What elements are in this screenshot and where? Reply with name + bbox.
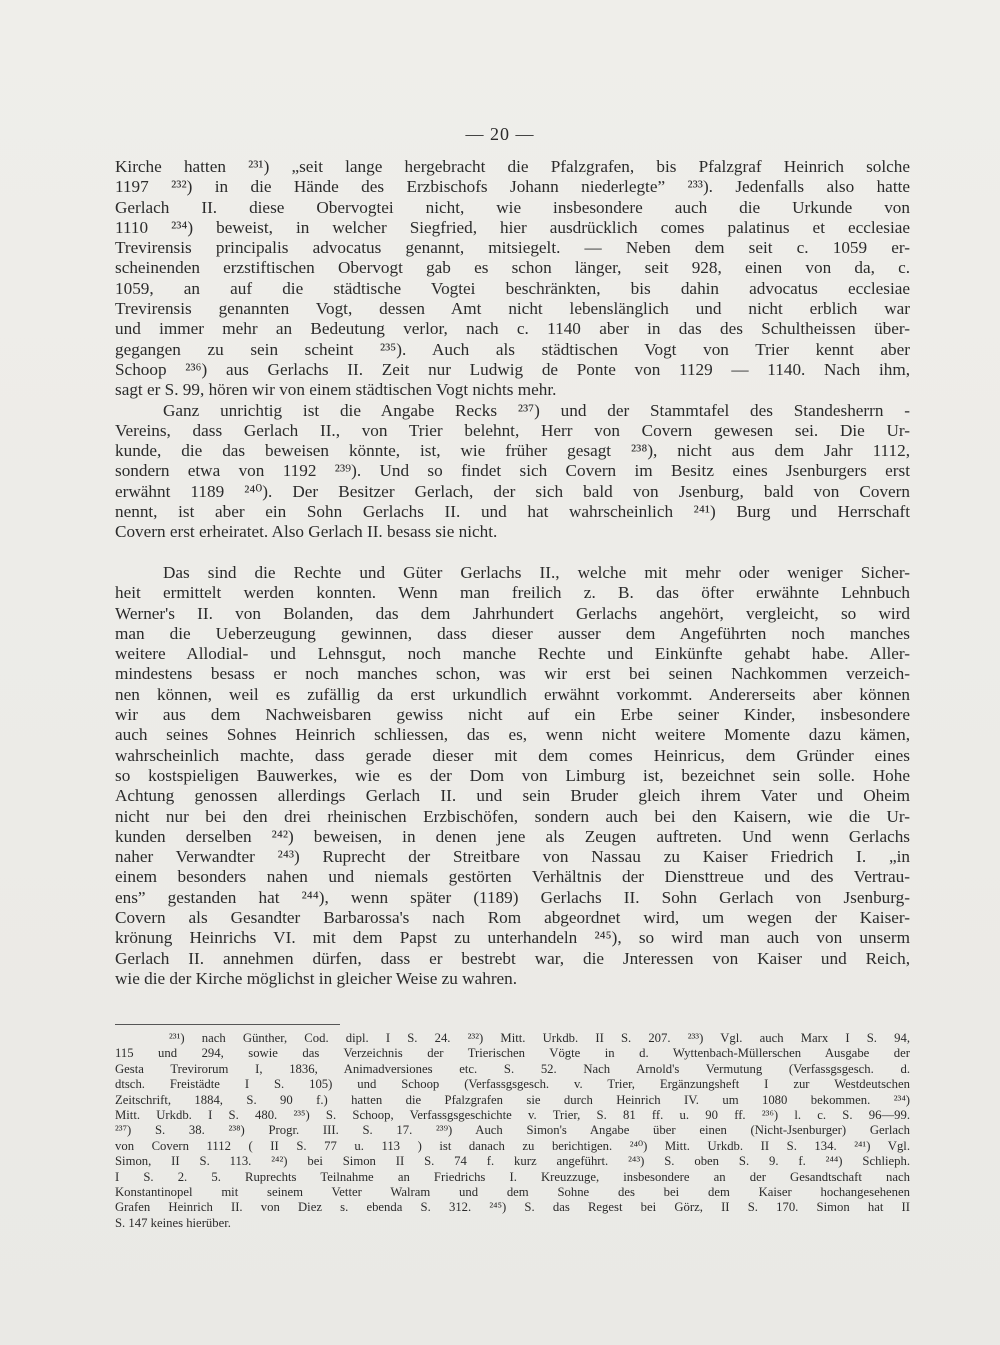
text-line: nen können, weil es zufällig da erst urkundlich erwähnt vorkommt. Andererseits aber können xyxy=(115,684,910,704)
text-line: 1110 ²³⁴) beweist, in welcher Siegfried, hier ausdrücklich comes palatinus et ecclesiae xyxy=(115,217,910,237)
footnote-line: ²³¹) nach Günther, Cod. dipl. I S. 24. ²³²) Mitt. Urkdb. II S. 207. ²³³) Vgl. auch Marx I S. 94, xyxy=(169,1031,910,1045)
text-line: Schoop ²³⁶) aus Gerlachs II. Zeit nur Ludwig de Ponte von 1129 — 1140. Nach ihm, xyxy=(115,359,910,379)
text-line: weitere Allodial- und Lehnsgut, noch manche Rechte und Einkünfte gehabt habe. Aller- xyxy=(115,644,910,664)
text-line: kunden derselben ²⁴²) beweisen, in denen jene als Zeugen auftreten. Und wenn Gerlachs xyxy=(115,826,910,846)
text-line: Das sind die Rechte und Güter Gerlachs II., welche mit mehr oder weniger Sicher- xyxy=(163,562,910,582)
text-line: 1059, an auf die städtische Vogtei beschränkten, bis dahin advocatus ecclesiae xyxy=(115,278,910,298)
text-line: so kostspieligen Bauwerkes, wie es der Dom von Limburg ist, bezeichnet sein solle. Hohe xyxy=(115,765,910,785)
text-line: krönung Heinrichs VI. mit dem Papst zu unterhandeln ²⁴⁵), so wird man auch von unserm xyxy=(115,928,910,948)
text-line: nennt, ist aber ein Sohn Gerlachs II. und hat wahrscheinlich ²⁴¹) Burg und Herrschaft xyxy=(115,502,910,522)
footnote-line: 115 und 294, sowie das Verzeichnis der Trierischen Vögte in d. Wyttenbach-Müllerschen Ausgabe der xyxy=(115,1046,910,1061)
main-text-body xyxy=(115,157,910,989)
text-line: Kirche hatten ²³¹) „seit lange hergebracht die Pfalzgrafen, bis Pfalzgraf Heinrich solche xyxy=(115,157,910,176)
text-line: auch seines Sohnes Heinrich schliessen, das es, wenn nicht weitere Momente dazu kämen, xyxy=(115,725,910,745)
text-line: naher Verwandter ²⁴³) Ruprecht der Streitbare von Nassau zu Kaiser Friedrich I. „in xyxy=(115,847,910,867)
text-line: man die Ueberzeugung gewinnen, dass dieser ausser dem Angeführten noch manches xyxy=(115,623,910,643)
text-line: mindestens besass er noch manches schon, was wir erst bei seinen Nachkommen verzeich- xyxy=(115,664,910,684)
footnote-line: S. 147 keines hierüber. xyxy=(115,1215,231,1230)
text-line: kunde, die das beweisen könnte, ist, wie früher gesagt ²³⁸), nicht aus dem Jahr 1112, xyxy=(115,441,910,461)
text-line: sondern etwa von 1192 ²³⁹). Und so findet sich Covern im Besitz eines Jsenburgers erst xyxy=(115,461,910,481)
text-line: und immer mehr an Bedeutung verlor, nach c. 1140 aber in das des Schultheissen über- xyxy=(115,319,910,339)
footnote-line: Zeitschrift, 1884, S. 90 f.) hatten die Pfalzgrafen sie durch Heinrich IV. um 1080 bekommen. ²³⁴) xyxy=(115,1092,910,1107)
text-line: ens” gestanden hat ²⁴⁴), wenn später (1189) Gerlachs II. Sohn Gerlach von Jsenburg- xyxy=(115,887,910,907)
footnote-line: Simon, II S. 113. ²⁴²) bei Simon II S. 74 f. kurz angeführt. ²⁴³) S. oben S. 9. f. ²⁴⁴) Schlieph. xyxy=(115,1154,910,1169)
footnote-line: Gesta Trevirorum I, 1836, Animadversiones etc. S. 52. Nach Arnold's Vermutung (Verfassgsgesch. d. xyxy=(115,1061,910,1076)
text-line: Gerlach II. diese Obervogtei nicht, wie insbesondere auch die Urkunde von xyxy=(115,197,910,217)
footnote-line: I S. 2. 5. Ruprechts Teilnahme an Friedrichs I. Kreuzzuge, insbesondere an der Gesandtschaft nach xyxy=(115,1169,910,1184)
footnotes-block xyxy=(115,1031,910,1231)
text-line: Covern als Gesandter Barbarossa's nach Rom abgeordnet wird, um wegen der Kaiser- xyxy=(115,907,910,927)
text-line: nicht nur bei den drei rheinischen Erzbischöfen, sondern auch bei den Kaisern, wie die Ur- xyxy=(115,806,910,826)
text-line: Vereins, dass Gerlach II., von Trier belehnt, Herr von Covern gewesen sei. Die Ur- xyxy=(115,420,910,440)
footnote-line: Mitt. Urkdb. I S. 480. ²³⁵) S. Schoop, Verfassgsgeschichte v. Trier, S. 81 ff. u. 90 ff. ²³⁶) l. c. S. 96—99. xyxy=(115,1107,910,1122)
text-line xyxy=(115,543,910,563)
text-line: wie die der Kirche möglichst in gleicher Weise zu wahren. xyxy=(115,968,518,988)
text-line: heit ermittelt werden konnten. Wenn man freilich z. B. das öfter erwähnte Lehnbuch xyxy=(115,583,910,603)
text-line: Trevirensis principalis advocatus genannt, mitsiegelt. — Neben dem seit c. 1059 er- xyxy=(115,238,910,258)
text-line: einem besonders nahen und niemals gestörten Verhältnis der Diensttreue und des Vertrau- xyxy=(115,867,910,887)
footnote-line: dtsch. Freistädte I S. 105) und Schoop (Verfassgsgesch. v. Trier, Ergänzungsheft I zur Westdeutschen xyxy=(115,1077,910,1092)
footnote-line: Grafen Heinrich II. von Diez s. ebenda S. 312. ²⁴⁵) S. das Regest bei Görz, II S. 170. Simon hat II xyxy=(115,1200,910,1215)
text-line: wir aus dem Nachweisbaren gewiss nicht auf ein Erbe seiner Kinder, insbesondere xyxy=(115,705,910,725)
text-line: wahrscheinlich machte, dass gerade dieser mit dem comes Heinricus, dem Gründer eines xyxy=(115,745,910,765)
text-line: Covern erst erheiratet. Also Gerlach II. besass sie nicht. xyxy=(115,522,498,542)
text-line: scheinenden erzstiftischen Obervogt gab es schon länger, seit 928, einen von da, c. xyxy=(115,258,910,278)
footnote-line: von Covern 1112 ( II S. 77 u. 113 ) ist danach zu berichtigen. ²⁴⁰) Mitt. Urkdb. II S. 134. ²⁴¹) Vgl. xyxy=(115,1138,910,1153)
text-line: 1197 ²³²) in die Hände des Erzbischofs Johann niederlegte” ²³³). Jedenfalls also hatte xyxy=(115,177,910,197)
footnote-separator xyxy=(115,1024,340,1025)
page-number: — 20 — xyxy=(465,124,535,144)
text-line: Ganz unrichtig ist die Angabe Recks ²³⁷) und der Stammtafel des Standesherrn - xyxy=(163,400,910,420)
text-line: Gerlach II. annehmen dürfen, dass er bestrebt war, die Jnteressen von Kaiser und Reich, xyxy=(115,948,910,968)
text-line: Werner's II. von Bolanden, das dem Jahrhundert Gerlachs angehört, vergleicht, so wird xyxy=(115,603,910,623)
text-line: sagt er S. 99, hören wir von einem städtischen Vogt nichts mehr. xyxy=(115,380,557,400)
text-line: erwähnt 1189 ²⁴⁰). Der Besitzer Gerlach, der sich bald von Jsenburg, bald von Covern xyxy=(115,481,910,501)
footnote-line: ²³⁷) S. 38. ²³⁸) Progr. III. S. 17. ²³⁹) Auch Simon's Angabe über einen (Nicht-Jsenburger) Gerlach xyxy=(115,1123,910,1138)
text-line: Achtung genossen allerdings Gerlach II. und sein Bruder gleich ihrem Vater und Oheim xyxy=(115,786,910,806)
text-line: Trevirensis genannten Vogt, dessen Amt nicht lebenslänglich und nicht erblich war xyxy=(115,299,910,319)
footnote-line: Konstantinopel mit seinem Vetter Walram und dem Sohne des bei dem Kaiser hochangesehenen xyxy=(115,1184,910,1199)
text-line: gegangen zu sein scheint ²³⁵). Auch als städtischen Vogt von Trier kennt aber xyxy=(115,339,910,359)
